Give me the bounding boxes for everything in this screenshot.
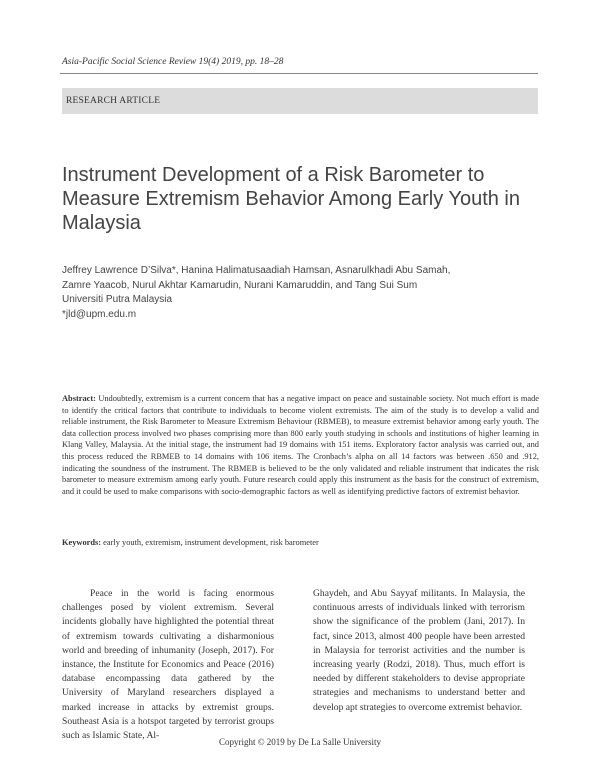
header-divider [60, 73, 538, 74]
authors-line-2: Zamre Yaacob, Nurul Akhtar Kamarudin, Nurani Kamaruddin, and Tang Sui Sum [62, 279, 418, 291]
corresponding-email: *jld@upm.edu.m [62, 308, 137, 320]
body-column-right [313, 587, 525, 715]
keywords-label: Keywords: [62, 538, 102, 547]
article-type-banner [62, 88, 538, 114]
copyright-footer: Copyright © 2019 by De La Salle University [218, 737, 382, 747]
abstract [62, 393, 539, 497]
keywords-text: early youth, extremism, instrument development, risk barometer [103, 538, 319, 547]
body-left-text: Peace in the world is facing enormous challenges posed by violent extremism. Several incidents globally have highlighted the potential threat of extremism towards cultivating a disharmonious world and breeding of inhumanity (Joseph, 2017). For instance, the Institute for Economics and Peace (2016) database encompassing data gathered by the University of Maryland researchers displayed a marked increase in attacks by extremist groups. Southeast Asia is a hotspot targeted by terrorist groups such as Islamic State, Al- [62, 588, 274, 742]
abstract-text: Undoubtedly, extremism is a current concern that has a negative impact on peace and sustainable society. Not much effort is made to identify the critical factors that contribute to individuals to become violent extremists. The aim of the study is to develop a valid and reliable instrument, the Risk Barometer to Measure Extremism Behaviour (RBMEB), to measure extremist behavior among early youth. The data collection process involved two phases comprising more than 800 early youth studying in schools and institutions of higher learning in Klang Valley, Malaysia. At the initial stage, the instrument had 19 domains with 151 items. Exploratory factor analysis was carried out, and this process reduced the RBMEB to 14 domains with 106 items. The Cronbach’s alpha on all 14 factors was between .650 and .912, indicating the soundness of the instrument. The RBMEB is believed to be the only validated and reliable instrument that indicates the risk barometer to measure extremism among early youth. Future research could apply this instrument as the basis for the construct of extremism, and it could be used to make comparisons with socio-demographic factors as well as identifying predictive factors of extremist behavior. [62, 394, 540, 496]
article-title: Instrument Development of a Risk Barometer to Measure Extremism Behavior Among Early Youth in Malaysia [62, 164, 520, 234]
authors-line-1: Jeffrey Lawrence D’Silva*, Hanina Halimatusaadiah Hamsan, Asnarulkhadi Abu Samah, [62, 265, 451, 276]
abstract-label: Abstract: [62, 394, 96, 403]
journal-citation: Asia-Pacific Social Science Review 19(4) 2019, pp. 18–28 [62, 57, 284, 67]
keywords [62, 538, 539, 547]
affiliation: Universiti Putra Malaysia [62, 294, 173, 305]
author-block [62, 264, 532, 322]
body-right-text: Ghaydeh, and Abu Sayyaf militants. In Malaysia, the continuous arrests of individuals linked with terrorism show the significance of the problem (Jani, 2017). In fact, since 2013, almost 400 people have been arrested in Malaysia for terrorist activities and the number is increasing yearly (Rodzi, 2018). Thus, much effort is needed by different stakeholders to devise appropriate strategies and mechanisms to understand better and develop apt strategies to overcome extremist behavior. [313, 588, 525, 713]
body-column-left [62, 587, 274, 743]
article-type-label: RESEARCH ARTICLE [66, 96, 161, 106]
